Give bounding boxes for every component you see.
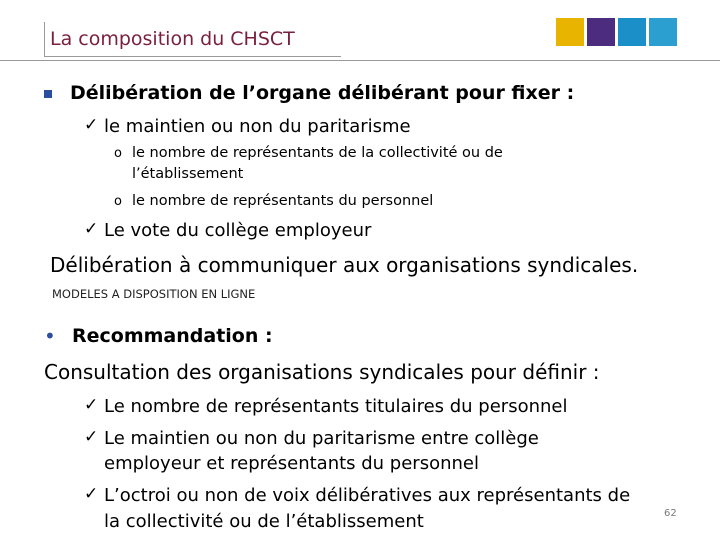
sub-item-personnel: le nombre de représentants du personnel [132, 193, 434, 209]
check-icon: ✓ [84, 427, 99, 447]
circle-bullet-icon: o [114, 146, 122, 161]
rec-item-paritarisme: Le maintien ou non du paritarisme entre collège [104, 428, 539, 449]
rec-item-titulaires: Le nombre de représentants titulaires du personnel [104, 396, 568, 417]
circle-bullet-icon: o [114, 194, 122, 209]
check-icon: ✓ [84, 115, 99, 135]
square-purple [587, 18, 615, 46]
check-icon: ✓ [84, 395, 99, 415]
sub-item-collectivite-cont: l’établissement [132, 166, 244, 182]
section2-heading: Recommandation : [72, 325, 273, 347]
modeles-note: MODELES A DISPOSITION EN LIGNE [52, 287, 256, 301]
square-yellow [556, 18, 584, 46]
check-icon: ✓ [84, 484, 99, 504]
rec-item-voix: L’octroi ou non de voix délibératives aux représentants de [104, 485, 631, 506]
section2-intro: Consultation des organisations syndicales pour définir : [44, 360, 600, 384]
square-light-blue [649, 18, 677, 46]
deliberation-note: Délibération à communiquer aux organisations syndicales. [50, 253, 639, 277]
dot-bullet-icon: • [44, 324, 56, 348]
slide-title: La composition du CHSCT [50, 28, 295, 50]
check-item-paritarisme: le maintien ou non du paritarisme [104, 116, 411, 137]
page-number: 62 [664, 508, 677, 519]
rec-item-voix-cont: la collectivité ou de l’établissement [104, 511, 424, 532]
check-item-vote: Le vote du collège employeur [104, 220, 372, 241]
section1-heading: Délibération de l’organe délibérant pour fixer : [70, 82, 575, 104]
square-blue [618, 18, 646, 46]
rec-item-paritarisme-cont: employeur et représentants du personnel [104, 453, 479, 474]
square-bullet-icon [44, 90, 52, 98]
check-icon: ✓ [84, 219, 99, 239]
color-squares [556, 18, 677, 46]
header-divider [0, 60, 720, 61]
sub-item-collectivite: le nombre de représentants de la collectivité ou de [132, 145, 503, 161]
